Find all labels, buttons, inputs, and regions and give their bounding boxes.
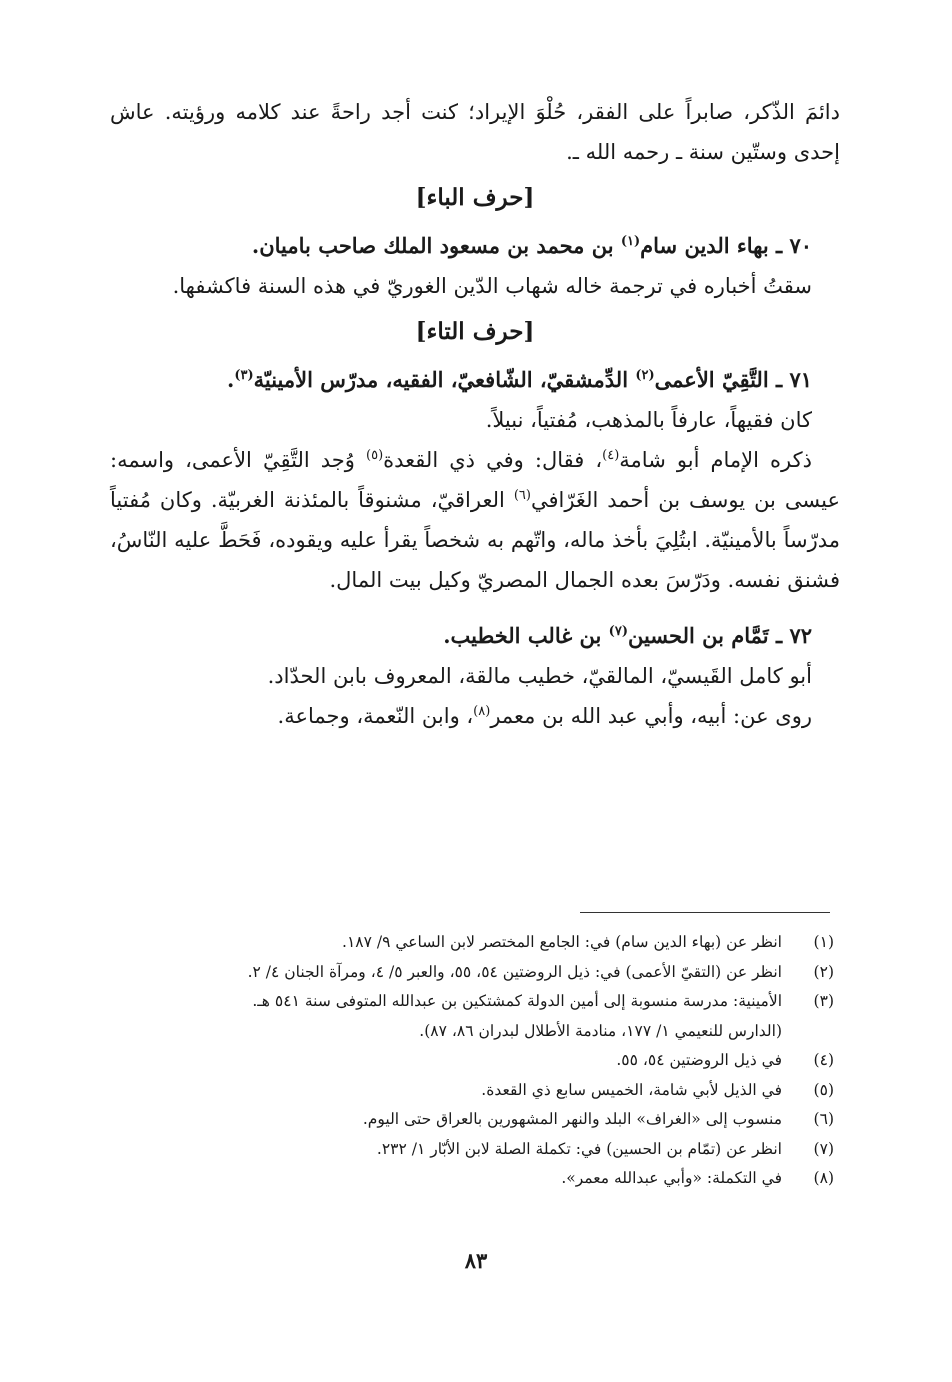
footnote-ref-8: (٨) — [473, 704, 491, 719]
footnote — [110, 1164, 840, 1194]
entry-70-title — [110, 226, 840, 266]
footnote-text: انظر عن (تمّام بن الحسين) في: تكملة الصلة لابن الأبّار ١/ ٢٣٢. — [376, 1139, 782, 1158]
footnote-text: في الذيل لأبي شامة، الخميس سابع ذي القعدة. — [481, 1080, 782, 1099]
text-span: ذكره الإمام أبو شامة — [619, 448, 812, 472]
footnote-text: الأمينية: مدرسة منسوبة إلى أمين الدولة كمشتكين بن عبدالله المتوفى سنة ٥٤١ هـ. — [252, 992, 782, 1010]
footnote-text: انظر عن (بهاء الدين سام) في: الجامع المختصر لابن الساعي ٩/ ١٨٧. — [342, 933, 782, 951]
entry-72-name: ٧٢ ـ تَمَّام بن الحسين — [627, 623, 812, 648]
section-heading-ta: [حرف التاء] — [415, 318, 535, 345]
footnote-continuation: (الدارس للنعيمي ١/ ١٧٧، منادمة الأطلال لبدران ٨٦، ٨٧). — [419, 1021, 782, 1040]
footnote — [110, 987, 840, 1017]
paragraph-1-line-1: دائمَ الذّكر، صابراً على الفقر، حُلْوَ الإيراد؛ كنت أجد راحةً عند كلامه — [235, 100, 840, 124]
entry-70-name: ٧٠ ـ بهاء الدين سام — [640, 233, 812, 258]
footnote-number: (١) — [813, 933, 834, 951]
footnotes — [110, 928, 840, 1194]
footnote-number: (٥) — [813, 1080, 834, 1099]
footnote-ref-4: (٤) — [602, 448, 620, 463]
entry-72-line-1: أبو كامل القَيسيّ، المالقيّ، خطيب مالقة، المعروف بابن الحدّاد. — [267, 664, 812, 688]
entry-72-rest: بن غالب الخطيب. — [443, 623, 609, 648]
footnote-number: (٨) — [813, 1169, 834, 1187]
entry-71-line-1: كان فقيهاً، عارفاً بالمذهب، مُفتياً، نبيلاً. — [485, 408, 812, 432]
entry-70-rest: بن محمد بن مسعود الملك صاحب باميان. — [251, 233, 621, 258]
footnote — [110, 958, 840, 988]
entry-71-title — [110, 360, 840, 400]
footnote-text: في التكملة: «وأبي عبدالله معمر». — [561, 1169, 782, 1187]
entry-72-title — [110, 616, 840, 656]
footnote-number: (٤) — [813, 1051, 834, 1069]
footnote-number: (٧) — [813, 1139, 834, 1158]
footnote — [110, 1135, 840, 1165]
footnote-divider — [580, 912, 830, 913]
footnote-number: (٣) — [813, 992, 834, 1010]
footnote-text: انظر عن (التقيّ الأعمى) في: ذيل الروضتين ٥٤، ٥٥، والعبر ٥/ ٤، ومرآة الجنان ٤/ ٢. — [247, 962, 782, 981]
footnote-number: (٢) — [813, 962, 834, 981]
footnote-number: (٦) — [813, 1110, 834, 1128]
entry-71-name: ٧١ ـ التَّقِيّ الأعمى — [654, 367, 812, 392]
footnote-text: منسوب إلى «الغراف» البلد والنهر المشهورين بالعراق حتى اليوم. — [362, 1110, 782, 1128]
footnote-text: في ذيل الروضتين ٥٤، ٥٥. — [616, 1051, 782, 1069]
text-span: روى عن: أبيه، وأبي عبد الله بن معمر — [490, 704, 812, 728]
footnote-ref-5: (٥) — [366, 448, 384, 463]
entry-72-line-2 — [110, 696, 840, 736]
page-body — [110, 92, 840, 736]
footnote — [110, 1076, 840, 1106]
entry-70-text: سقتُ أخباره في ترجمة خاله شهاب الدّين الغوريّ في هذه السنة فاكشفها. — [172, 274, 812, 298]
footnote-ref-7: (٧) — [608, 624, 628, 639]
entry-71-end: . — [227, 367, 235, 392]
page-number: ٨٣ — [464, 1248, 488, 1273]
footnote-ref-2: (٢) — [635, 368, 655, 383]
paragraph-1-line-2: ورؤيته. عاش إحدى وستّين سنة ـ رحمه الله ـ. — [110, 100, 840, 164]
footnote — [110, 928, 840, 958]
text-span: ، وابن النّعمة، وجماعة. — [277, 704, 474, 728]
footnote-ref-1: (١) — [620, 234, 641, 249]
section-heading-ba: [حرف الباء] — [415, 184, 535, 211]
footnote — [110, 1105, 840, 1135]
paragraph-1 — [110, 92, 840, 172]
text-span: ، فقال: وفي ذي القعدة — [383, 448, 603, 472]
entry-71-nisba: الدِّمشقيّ، الشّافعيّ، الفقيه، مدرّس الأمينيّة — [253, 367, 636, 392]
footnote-ref-3: (٣) — [234, 368, 254, 383]
footnote — [110, 1046, 840, 1076]
text-span: العراقيّ، مشنوقاً بالمئذنة الغربيّة. وكان مُفتياً مدرّساً بالأمينيّة. ابتُلِيَ بأخذ ماله، واتّهم به شخصاً يقرأ عليه ويقوده، فَحَطَّ عليه النّاسُ، فشنق نفسه. ودَرّسَ بعده الجمال المصريّ وكيل بيت المال. — [110, 488, 840, 592]
text-span: وُجد التَّقِيّ الأعمى، واسمه: عيسى بن يوسف بن أحمد الغَرّافي — [110, 448, 840, 512]
entry-71-paragraph-2 — [110, 440, 840, 600]
footnote-ref-6: (٦) — [513, 488, 531, 503]
